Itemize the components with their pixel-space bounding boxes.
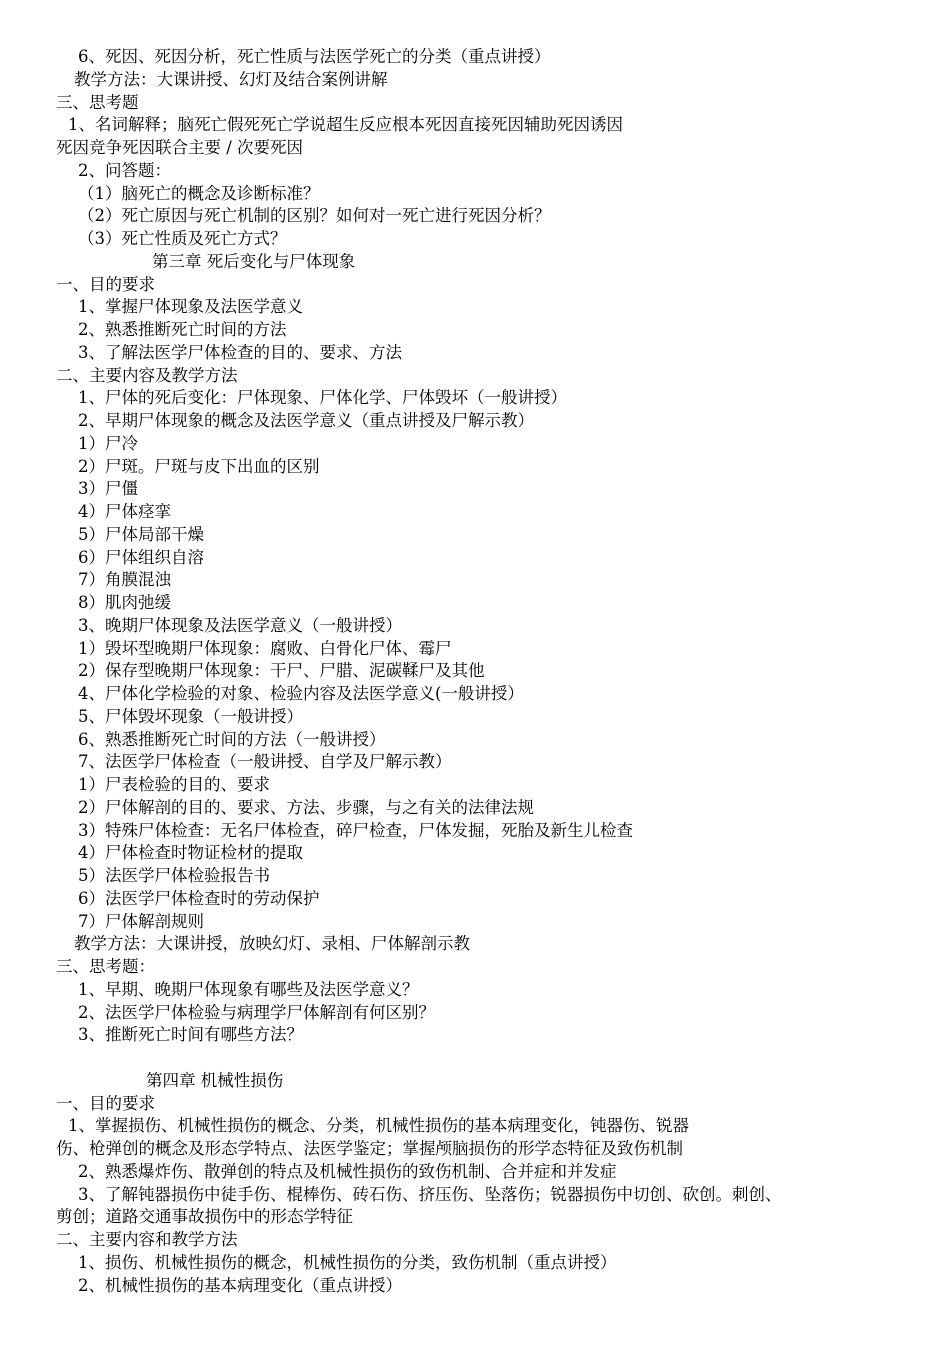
document-page xyxy=(0,46,951,1297)
text-line: 1、早期、晚期尸体现象有哪些及法医学意义？ xyxy=(78,979,419,999)
text-line: 4）尸体检查时物证检材的提取 xyxy=(78,843,303,863)
text-line: 2、机械性损伤的基本病理变化（重点讲授） xyxy=(78,1275,402,1295)
text-line: 1、尸体的死后变化：尸体现象、尸体化学、尸体毁坏（一般讲授） xyxy=(78,388,567,408)
text-line: 4、尸体化学检验的对象、检验内容及法医学意义(一般讲授） xyxy=(78,684,524,703)
text-line: 6）尸体组织自溶 xyxy=(78,547,204,567)
text-line: 6、死因、死因分析，死亡性质与法医学死亡的分类（重点讲授） xyxy=(78,47,551,66)
section-heading: 三、思考题 xyxy=(56,92,139,112)
text-line: 3、晚期尸体现象及法医学意义（一般讲授） xyxy=(78,615,402,635)
text-line: 2）保存型晚期尸体现象：干尸、尸腊、泥碳鞣尸及其他 xyxy=(78,661,485,681)
text-line: 1）毁坏型晚期尸体现象：腐败、白骨化尸体、霉尸 xyxy=(78,638,452,658)
text-line: 伤、枪弹创的概念及形态学特点、法医学鉴定；掌握颅脑损伤的形学态特征及致伤机制 xyxy=(56,1139,683,1158)
chapter-title: 第四章 机械性损伤 xyxy=(146,1070,284,1090)
text-line: 4）尸体痉挛 xyxy=(78,502,171,521)
text-line: 5、尸体毁坏现象（一般讲授） xyxy=(78,706,303,726)
text-line: 1、掌握损伤、机械性损伤的概念、分类，机械性损伤的基本病理变化，钝器伤、锐器 xyxy=(68,1116,689,1136)
text-line: 1、名词解释；脑死亡假死死亡学说超生反应根本死因直接死因辅助死因诱因 xyxy=(68,115,623,135)
text-line: 6、熟悉推断死亡时间的方法（一般讲授） xyxy=(78,729,386,749)
text-line: 2、问答题： xyxy=(78,160,171,180)
section-heading: 一、目的要求 xyxy=(56,1093,155,1113)
blank-line xyxy=(0,1047,951,1070)
text-line: 剪创；道路交通事故损伤中的形态学特征 xyxy=(56,1207,353,1227)
text-line: 1、损伤、机械性损伤的概念，机械性损伤的分类，致伤机制（重点讲授） xyxy=(78,1252,617,1272)
text-line: 1、掌握尸体现象及法医学意义 xyxy=(78,297,303,317)
section-heading: 一、目的要求 xyxy=(56,274,155,294)
text-line: 2）尸体解剖的目的、要求、方法、步骤，与之有关的法律法规 xyxy=(78,797,534,817)
section-heading: 二、主要内容及教学方法 xyxy=(56,365,238,385)
text-line: 3、了解法医学尸体检查的目的、要求、方法 xyxy=(78,342,402,362)
text-line: 教学方法：大课讲授、幻灯及结合案例讲解 xyxy=(74,69,388,89)
text-line: 教学方法：大课讲授，放映幻灯、录相、尸体解剖示教 xyxy=(74,934,470,954)
text-line: 7）尸体解剖规则 xyxy=(78,911,204,931)
text-line: 5）法医学尸体检验报告书 xyxy=(78,866,270,885)
text-line: 1）尸冷 xyxy=(78,433,138,453)
text-line: 7）角膜混浊 xyxy=(78,570,171,590)
text-line: 3、了解钝器损伤中徒手伤、棍棒伤、砖石伤、挤压伤、坠落伤；锐器损伤中切创、砍创。刺创、 xyxy=(78,1184,782,1204)
text-line: 3）特殊尸体检查：无名尸体检查，碎尸检查，尸体发掘，死胎及新生儿检查 xyxy=(78,820,633,840)
chapter-title: 第三章 死后变化与尸体现象 xyxy=(152,251,356,271)
text-line: 2、熟悉推断死亡时间的方法 xyxy=(78,320,287,339)
text-line: 7、法医学尸体检查（一般讲授、自学及尸解示教） xyxy=(78,752,452,772)
text-line: 3）尸僵 xyxy=(78,479,138,499)
section-heading: 二、主要内容和教学方法 xyxy=(56,1230,238,1249)
text-line: 1）尸表检验的目的、要求 xyxy=(78,775,270,794)
text-line: 3、推断死亡时间有哪些方法？ xyxy=(78,1025,303,1045)
section-heading: 三、思考题： xyxy=(56,957,155,976)
text-line: 6）法医学尸体检查时的劳动保护 xyxy=(78,888,320,908)
text-line: 2）尸斑。尸斑与皮下出血的区别 xyxy=(78,456,320,476)
text-line: （2）死亡原因与死亡机制的区别？如何对一死亡进行死因分析？ xyxy=(78,206,551,226)
text-line: （3）死亡性质及死亡方式？ xyxy=(78,229,287,248)
text-line: 死因竞争死因联合主要 / 次要死因 xyxy=(56,138,304,157)
text-line: （1）脑死亡的概念及诊断标准？ xyxy=(78,183,320,203)
text-line: 2、熟悉爆炸伤、散弹创的特点及机械性损伤的致伤机制、合并症和并发症 xyxy=(78,1161,617,1181)
text-line: 5）尸体局部干燥 xyxy=(78,524,204,544)
text-line: 8）肌肉弛缓 xyxy=(78,593,171,612)
text-line: 2、早期尸体现象的概念及法医学意义（重点讲授及尸解示教） xyxy=(78,411,534,430)
text-line: 2、法医学尸体检验与病理学尸体解剖有何区别？ xyxy=(78,1002,435,1022)
